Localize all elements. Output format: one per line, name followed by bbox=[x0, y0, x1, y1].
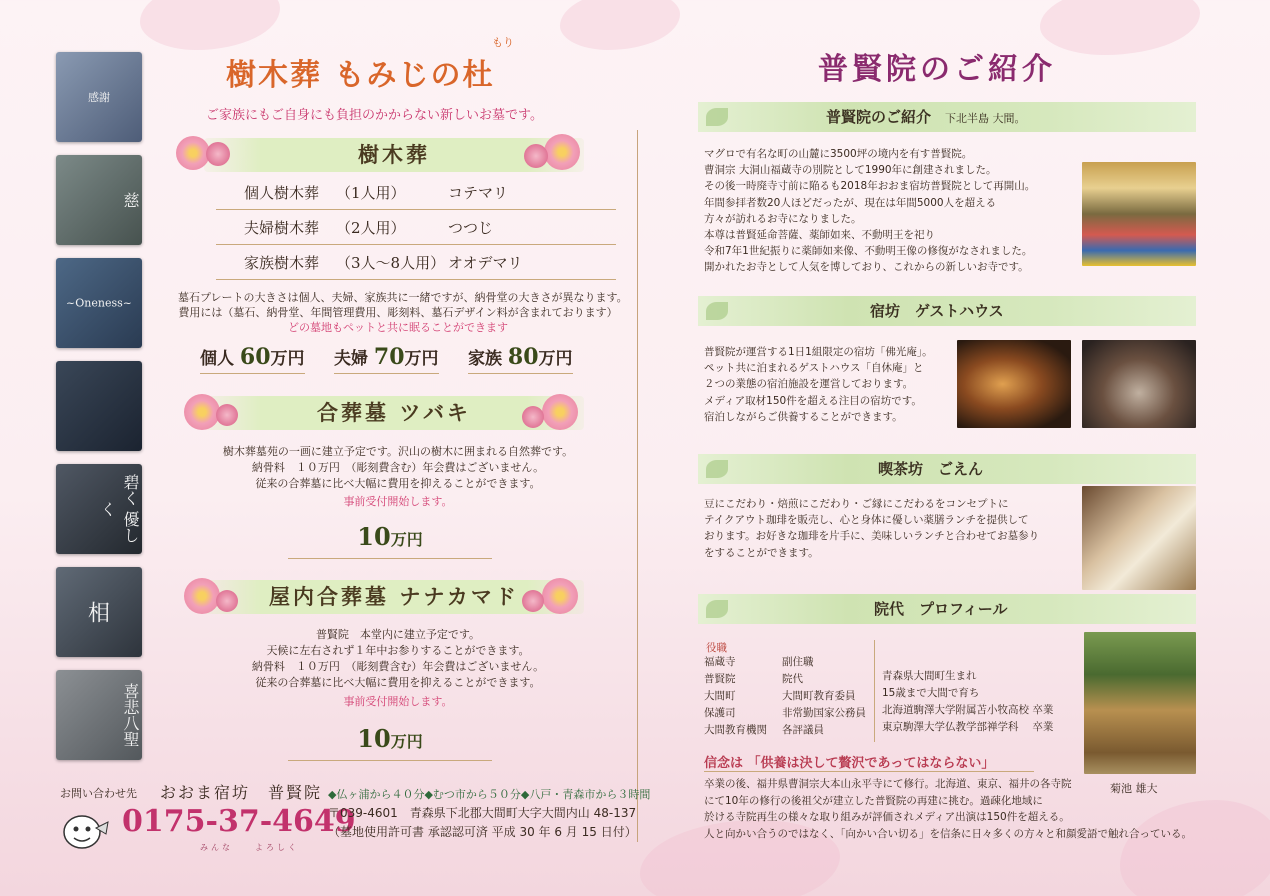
contact-label: お問い合わせ先 bbox=[60, 787, 137, 800]
section-heading: 宿坊 ゲストハウス bbox=[870, 302, 1004, 320]
bio-lines: 青森県大間町生まれ 15歳まで大間で育ち 北海道駒澤大学附属苫小牧高校 卒業 東京駒澤大学仏教学部禅学科 卒業 bbox=[882, 670, 1054, 733]
desc-line: 天候に左右されず１年中お参りすることができます。 bbox=[266, 644, 530, 657]
section-heading: 院代 プロフィール bbox=[874, 600, 1008, 618]
section-subheading: 下北半島 大間。 bbox=[945, 112, 1026, 125]
plan-people: （2人用） bbox=[336, 219, 406, 237]
price-nanakamado: 10万円 bbox=[357, 724, 423, 753]
temple-interior-photo bbox=[1082, 162, 1196, 266]
grave-plate-photo bbox=[56, 670, 142, 760]
grave-plate-photo bbox=[56, 361, 142, 451]
price-kojin: 個人 60万円 bbox=[200, 344, 305, 374]
mascot-icon bbox=[60, 810, 112, 852]
grave-plate-photo bbox=[56, 464, 142, 554]
section-heading: 樹木葬 bbox=[358, 142, 430, 167]
price-tsubaki: 10万円 bbox=[357, 522, 423, 551]
plate-caption: 喜悲八聖 bbox=[121, 683, 140, 747]
phone-number[interactable]: 0175-37-4649 bbox=[122, 804, 356, 839]
intro-text: マグロで有名な町の山麓に3500坪の境内を有す普賢院。 曹洞宗 大洞山福蔵寺の別院として1990年に創建されました。 その後一時廃寺寸前に陥るも2018年おおま宿坊普賢院として再開山。 年間参拝者数20人ほどだったが、現在は年間5000人を超える 方々が訪れるお寺になりました。 本尊は普賢延命菩薩、薬師如来、不動明王を祀り 令和7年1世紀振りに薬師如来像、不動明王像の修復がなされました。 開かれたお寺として人気を博しており、これからの新しいお寺です。 bbox=[704, 148, 1036, 274]
plate-note: 墓石プレートの大きさは個人、夫婦、家族共に一緒ですが、納骨堂の大きさが異なります。 bbox=[178, 291, 628, 304]
reception-note: 事前受付開始します。 bbox=[343, 495, 453, 508]
section-heading: 喫茶坊 ごえん bbox=[878, 460, 984, 478]
plate-caption: 碧く 優しく bbox=[98, 474, 140, 544]
section-heading: 普賢院のご紹介 bbox=[826, 108, 932, 126]
plan-row bbox=[216, 246, 616, 280]
plate-caption: 慈 bbox=[121, 192, 140, 208]
plan-flower: オオデマリ bbox=[448, 254, 523, 272]
title-ruby: もり bbox=[492, 36, 514, 49]
plan-name: 個人樹木葬 bbox=[244, 184, 320, 202]
grave-plate-photo bbox=[56, 258, 142, 348]
flower-icon bbox=[520, 128, 594, 176]
page-title: 樹木葬 もみじの杜 bbox=[226, 58, 495, 93]
roles-orgs: 福蔵寺 普賢院 大間町 保護司 大間教育機関 bbox=[704, 656, 767, 736]
plate-caption: ~Oneness~ bbox=[66, 296, 132, 310]
leaf-icon bbox=[706, 108, 728, 126]
flower-icon bbox=[170, 388, 244, 436]
plan-row bbox=[216, 211, 616, 245]
section-heading: 屋内合葬墓 ナナカマド bbox=[269, 584, 519, 609]
meal-photo bbox=[1082, 340, 1196, 428]
guesthouse-text: 普賢院が運営する1日1組限定の宿坊「佛光庵」。 ペット共に泊まれるゲストハウス「自休庵」と ２つの業態の宿泊施設を運営しております。 メディア取材150件を超える注目の宿坊です。 宿泊しながらご供養することができます。 bbox=[704, 346, 933, 423]
leaf-icon bbox=[706, 600, 728, 618]
portrait-photo bbox=[1084, 632, 1196, 774]
price-fufu: 夫婦 70万円 bbox=[334, 344, 439, 374]
address: 〒039-4601 青森県下北郡大間町大字大間内山 48-137 bbox=[328, 806, 637, 820]
plan-people: （3人～8人用） bbox=[336, 254, 446, 272]
leaf-icon bbox=[706, 302, 728, 320]
plan-name: 夫婦樹木葬 bbox=[244, 219, 320, 237]
section-bar-guesthouse bbox=[698, 296, 1196, 326]
contact-name: おおま宿坊 普賢院 bbox=[160, 783, 323, 802]
section-heading: 合葬墓 ツバキ bbox=[317, 400, 471, 425]
leaf-icon bbox=[706, 460, 728, 478]
closing-text: 卒業の後、福井県曹洞宗大本山永平寺にて修行。北海道、東京、福井の各寺院 にて10年の修行の後祖父が建立した普賢院の再建に挑む。過疎化地域に 於ける寺院再生の様々な取り組みが評価されメディア出演は150件を超える。 人と向かい合うのではなく、「向かい合い切る」を信条に日々多くの方々と和顔愛語で触れ合っている。 bbox=[704, 778, 1193, 840]
profile-divider bbox=[874, 640, 875, 742]
petal-decoration bbox=[140, 0, 280, 50]
price-underline bbox=[288, 558, 492, 559]
plan-row bbox=[216, 176, 616, 210]
flower-icon bbox=[520, 388, 594, 436]
grave-plate-photo bbox=[56, 155, 142, 245]
portrait-caption: 菊池 雄大 bbox=[1110, 782, 1158, 795]
desc-line: 納骨料 １０万円 （彫刻費含む）年会費はございません。 bbox=[251, 660, 545, 673]
guesthouse-photo bbox=[957, 340, 1071, 428]
desc-line: 納骨料 １０万円 （彫刻費含む）年会費はございません。 bbox=[251, 461, 545, 474]
roles-titles: 副住職 院代 大間町教育委員 非常勤国家公務員 各評議員 bbox=[782, 656, 866, 736]
desc-line: 樹木葬墓苑の一画に建立予定です。沢山の樹木に囲まれる自然葬です。 bbox=[222, 445, 574, 458]
subtitle: ご家族にもご自身にも負担のかからない新しいお墓です。 bbox=[206, 108, 543, 123]
desc-line: 従来の合葬墓に比べ大幅に費用を抑えることができます。 bbox=[255, 477, 541, 490]
motto-underline bbox=[704, 771, 1034, 772]
plan-name: 家族樹木葬 bbox=[244, 254, 320, 272]
plate-caption: 相 bbox=[87, 601, 110, 627]
flower-icon bbox=[170, 572, 244, 620]
price-kazoku: 家族 80万円 bbox=[468, 344, 573, 374]
motto: 信念は 「供養は決して贅沢であってはならない」 bbox=[704, 756, 995, 771]
cafe-photo bbox=[1082, 486, 1196, 590]
section-bar-intro bbox=[698, 102, 1196, 132]
pet-note: どの墓地もペットと共に眠ることができます bbox=[288, 321, 508, 334]
cafe-text: 豆にこだわり・焙煎にこだわり・ご縁にこだわるをコンセプトに テイクアウト珈琲を販売し、心と身体に優しい薬膳ランチを提供して おります。お好きな珈琲を片手に、美味しいランチと合わせてお墓参り をすることができます。 bbox=[704, 498, 1040, 559]
cost-note: 費用には（墓石、納骨堂、年間管理費用、彫刻料、墓石デザイン料が含まれております） bbox=[178, 306, 618, 319]
flower-icon bbox=[520, 572, 594, 620]
plan-flower: コテマリ bbox=[448, 184, 509, 202]
petal-decoration bbox=[560, 0, 680, 50]
access-info: ◆仏ヶ浦から４０分◆むつ市から５０分◆八戸・青森市から３時間 bbox=[328, 788, 651, 801]
grave-plate-photo bbox=[56, 567, 142, 657]
phone-ruby: みんな よろしく bbox=[200, 843, 299, 852]
plate-caption: 感謝 bbox=[88, 91, 110, 104]
section-bar-profile bbox=[698, 594, 1196, 624]
desc-line: 普賢院 本堂内に建立予定です。 bbox=[315, 628, 481, 641]
page-title: 普賢院のご紹介 bbox=[818, 52, 1056, 87]
divider bbox=[637, 130, 638, 842]
roles-label: 役職 bbox=[706, 642, 727, 654]
grave-plate-photo bbox=[56, 52, 142, 142]
plan-people: （1人用） bbox=[336, 184, 406, 202]
price-underline bbox=[288, 760, 492, 761]
permit-info: （墓地使用許可書 承認認可済 平成 30 年 6 月 15 日付） bbox=[328, 825, 637, 839]
reception-note: 事前受付開始します。 bbox=[343, 695, 453, 708]
petal-decoration bbox=[1040, 0, 1200, 55]
plan-flower: つつじ bbox=[448, 219, 494, 237]
section-bar-cafe bbox=[698, 454, 1196, 484]
desc-line: 従来の合葬墓に比べ大幅に費用を抑えることができます。 bbox=[255, 676, 541, 689]
flower-icon bbox=[166, 128, 240, 176]
